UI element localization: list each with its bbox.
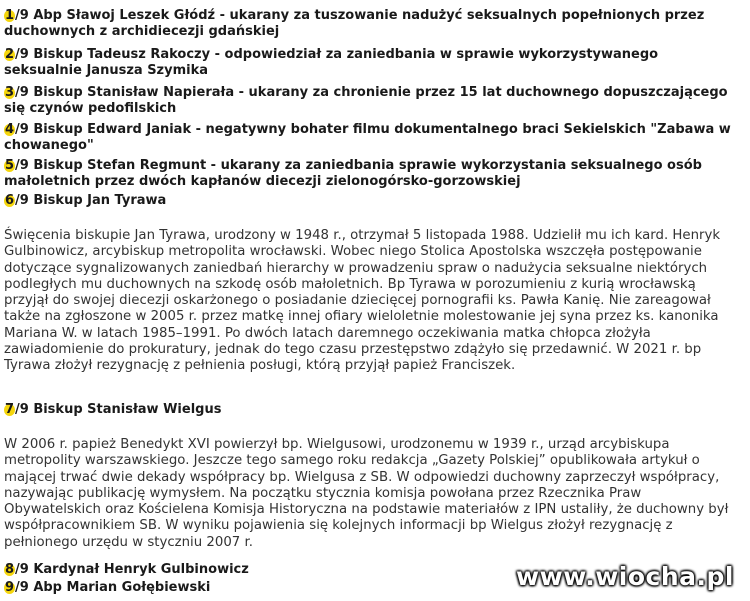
watermark-logo: www.wiocha.pl [516, 562, 734, 591]
item-number-badge: 7 [4, 402, 15, 417]
list-item-3 [4, 85, 732, 117]
list-item-4 [4, 122, 732, 154]
list-item-7 [4, 402, 732, 418]
item-text: /9 Biskup Stanisław Wielgus [15, 402, 222, 417]
paragraph-wielgus [4, 437, 739, 551]
item-text: /9 Biskup Jan Tyrawa [15, 193, 167, 208]
item-text: /9 Abp Marian Gołębiewski [15, 580, 211, 595]
item-number-badge: 2 [4, 47, 15, 62]
list-item-2 [4, 47, 732, 79]
list-item-1 [4, 8, 732, 40]
list-item-6 [4, 193, 732, 209]
item-text: /9 Biskup Stanisław Napierała - ukarany za chronienie przez 15 lat duchownego dopuszczającego się czynów pedofilskich [4, 85, 728, 116]
item-text: /9 Kardynał Henryk Gulbinowicz [15, 562, 249, 577]
item-text: /9 Biskup Edward Janiak - negatywny bohater filmu dokumentalnego braci Sekielskich "Zabawa w chowanego" [4, 122, 731, 153]
item-number-badge: 8 [4, 562, 15, 577]
item-number-badge: 6 [4, 193, 15, 208]
paragraph-tyrawa [4, 228, 739, 375]
item-text: /9 Biskup Tadeusz Rakoczy - odpowiedział za zaniedbania w sprawie wykorzystywanego seksualnie Janusza Szymika [4, 47, 659, 78]
paragraph-text: Święcenia biskupie Jan Tyrawa, urodzony w 1948 r., otrzymał 5 listopada 1988. Udzielił mu ich kard. Henryk Gulbinowicz, arcybiskup metropolita wrocławski. Wobec niego Stolica Apostolska wszczęła postępowanie dotyczące sygnalizowanych zaniedbań hierarchy w prowadzeniu spraw o nadużycia seksualne niektórych podległych mu duchownych na szkodę osób małoletnich. Bp Tyrawa w porozumieniu z kurią wrocławską przyjął do swojej diecezji oskarżonego o posiadanie dziecięcej pornografii ks. Pawła Kanię. Nie zareagował także na zgłoszone w 2005 r. przez matkę innej ofiary wieloletnie molestowanie jej syna przez ks. kanonika Mariana W. w latach 1985–1991. Po dwóch latach daremnego oczekiwania matka chłopca złożyła zawiadomienie do prokuratury, jednak do tego czasu przestępstwo zdążyło się przedawnić. W 2021 r. bp Tyrawa złożył rezygnację z pełnienia posługi, którą przyjął papież Franciszek. [4, 228, 721, 374]
item-text: /9 Abp Sławoj Leszek Głódź - ukarany za tuszowanie nadużyć seksualnych popełnionych przez duchownych z archidiecezji gdańskiej [4, 8, 705, 39]
item-number-badge: 5 [4, 158, 15, 173]
item-number-badge: 9 [4, 580, 15, 595]
item-number-badge: 3 [4, 85, 15, 100]
item-text: /9 Biskup Stefan Regmunt - ukarany za zaniedbania sprawie wykorzystania seksualnego osób małoletnich przez dwóch kapłanów diecezji zielonogórsko-gorzowskiej [4, 158, 702, 189]
item-number-badge: 1 [4, 8, 15, 23]
item-number-badge: 4 [4, 122, 15, 137]
paragraph-text: W 2006 r. papież Benedykt XVI powierzył bp. Wielgusowi, urodzonemu w 1939 r., urząd arcybiskupa metropolity warszawskiego. Jeszcze tego samego roku redakcja „Gazety Polskiej” opublikowała artykuł o mającej trwać dwie dekady współpracy bp. Wielgusa z SB. W odpowiedzi duchowny zaprzeczył współpracy, nazywając publikację wymysłem. Na początku stycznia komisja powołana przez Rzecznika Praw Obywatelskich oraz Kościelena Komisja Historyczna na podstawie materiałów z IPN ustaliły, że duchowny był współpracownikiem SB. W wyniku pojawienia się kolejnych informacji bp Wielgus złożył rezygnację z pełnionego urzędu w styczniu 2007 r. [4, 437, 729, 550]
list-item-5 [4, 158, 732, 190]
